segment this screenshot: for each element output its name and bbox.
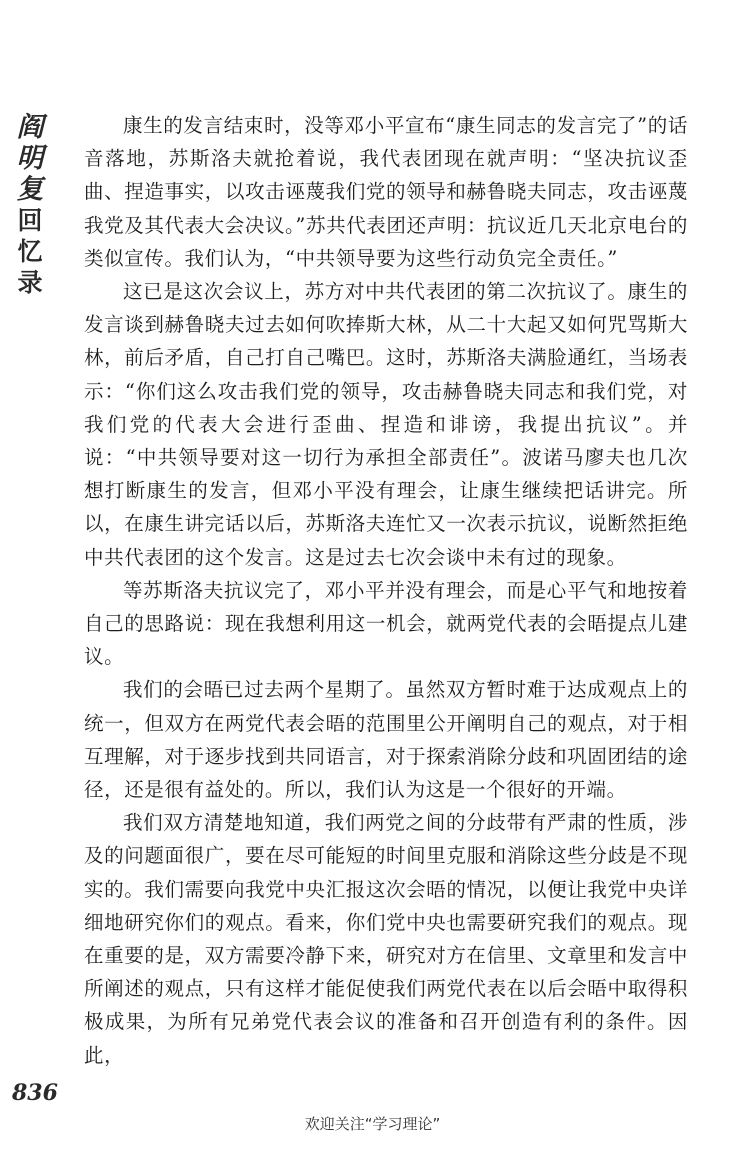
paragraph: 我们双方清楚地知道，我们两党之间的分歧带有严肃的性质，涉及的问题面很广，要在尽可能短的时间里克服和消除这些分歧是不现实的。我们需要向我党中央汇报这次会晤的情况，以便让我党中央详细地研究你们的观点。看来，你们党中央也需要研究我们的观点。现在重要的是，双方需要冷静下来，研究对方在信里、文章里和发言中所阐述的观点，只有这样才能促使我们两党代表在以后会晤中取得积极成果，为所有兄弟党代表会议的准备和召开创造有利的条件。因此， — [84, 811, 688, 1067]
book-title-char: 复 — [16, 174, 44, 205]
body-text — [84, 109, 688, 1072]
page-number: 836 — [12, 1080, 58, 1106]
paragraph: 康生的发言结束时，没等邓小平宣布“康生同志的发言完了”的话音落地，苏斯洛夫就抢着说，我代表团现在就声明：“坚决抗议歪曲、捏造事实，以攻击诬蔑我们党的领导和赫鲁晓夫同志，攻击诬蔑我党及其代表大会决议。”苏共代表团还声明：抗议近几天北京电台的类似宣传。我们认为，“中共领导要为这些行动负完全责任。” — [84, 114, 688, 270]
book-title-char: 明 — [16, 143, 44, 174]
book-subtitle-char: 录 — [17, 268, 43, 297]
book-subtitle-char: 回 — [17, 206, 43, 235]
paragraph: 我们的会晤已过去两个星期了。虽然双方暂时难于达成观点上的统一，但双方在两党代表会晤的范围里公开阐明自己的观点，对于相互理解，对于逐步找到共同语言，对于探索消除分歧和巩固团结的途径，还是很有益处的。所以，我们认为这是一个很好的开端。 — [84, 678, 688, 802]
book-subtitle-char: 忆 — [17, 237, 43, 266]
watermark-caption: 欢迎关注“学习理论” — [304, 1115, 441, 1133]
book-title-vertical — [8, 112, 52, 298]
paragraph: 这已是这次会议上，苏方对中共代表团的第二次抗议了。康生的发言谈到赫鲁晓夫过去如何吹捧斯大林，从二十大起又如何咒骂斯大林，前后矛盾，自己打自己嘴巴。这时，苏斯洛夫满脸通红，当场表示：“你们这么攻击我们党的领导，攻击赫鲁晓夫同志和我们党，对我们党的代表大会进行歪曲、捏造和诽谤，我提出抗议”。并说：“中共领导要对这一切行为承担全部责任”。波诺马廖夫也几次想打断康生的发言，但邓小平没有理会，让康生继续把话讲完。所以，在康生讲完话以后，苏斯洛夫连忙又一次表示抗议，说断然拒绝中共代表团的这个发言。这是过去七次会谈中未有过的现象。 — [84, 280, 688, 569]
paragraph: 等苏斯洛夫抗议完了，邓小平并没有理会，而是心平气和地按着自己的思路说：现在我想利用这一机会，就两党代表的会晤提点儿建议。 — [84, 578, 688, 669]
book-title-char: 阎 — [16, 112, 44, 143]
